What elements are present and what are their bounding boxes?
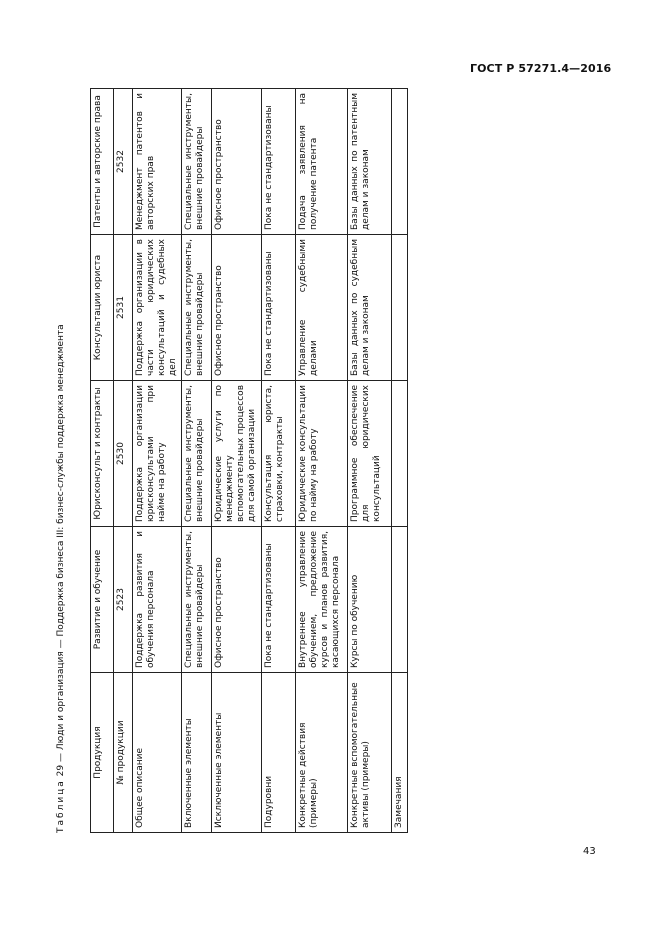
row-label: Конкретные действия (примеры) — [296, 673, 348, 833]
code-cell: 2532 — [114, 89, 133, 235]
table-cell: Пока не стандартизованы — [262, 235, 296, 381]
table-cell: Специальные инструменты, внешние провайдеры — [182, 235, 212, 381]
row-label: Исключенные элементы — [212, 673, 262, 833]
row-label: Конкретные вспомогательные активы (примеры) — [348, 673, 392, 833]
table-cell: Офисное пространство — [212, 89, 262, 235]
column-header: Развитие и обучение — [91, 527, 114, 673]
table-cell: Пока не стандартизованы — [262, 527, 296, 673]
table-row — [392, 89, 408, 833]
code-cell: № продукции — [114, 673, 133, 833]
table-cell — [392, 235, 408, 381]
table-cell: Поддержка организации в части юридических консультаций и судебных дел — [133, 235, 182, 381]
table-header-row — [91, 89, 114, 833]
table-row — [348, 89, 392, 833]
code-cell: 2531 — [114, 235, 133, 381]
table-cell: Юридические услуги по менеджменту вспомогательных процессов для самой организации — [212, 381, 262, 527]
table-cell — [392, 527, 408, 673]
table-cell: Офисное пространство — [212, 235, 262, 381]
column-header: Патенты и авторские права — [91, 89, 114, 235]
caption-prefix: Таблица — [56, 779, 66, 833]
table-cell: Специальные инструменты, внешние провайдеры — [182, 381, 212, 527]
column-header: Продукция — [91, 673, 114, 833]
table-row-codes — [114, 89, 133, 833]
table-caption — [56, 324, 66, 833]
row-label: Замечания — [392, 673, 408, 833]
table-cell: Внутреннее управление обучением, предложение курсов и планов развития, касающихся персонала — [296, 527, 348, 673]
table-row — [296, 89, 348, 833]
table-cell: Программное обеспечение для юридических консультаций — [348, 381, 392, 527]
rotated-table-block — [54, 79, 404, 839]
table-cell: Подача заявления на получение патента — [296, 89, 348, 235]
table-row — [262, 89, 296, 833]
table-cell — [392, 89, 408, 235]
table-cell: Специальные инструменты, внешние провайдеры — [182, 89, 212, 235]
code-cell: 2530 — [114, 381, 133, 527]
column-header: Консультации юриста — [91, 235, 114, 381]
table-row — [133, 89, 182, 833]
products-table — [90, 88, 408, 833]
table-row — [182, 89, 212, 833]
row-label: Подуровни — [262, 673, 296, 833]
table-cell: Менеджмент патентов и авторских прав — [133, 89, 182, 235]
column-header: Юрисконсульт и контракты — [91, 381, 114, 527]
table-cell: Специальные инструменты, внешние провайдеры — [182, 527, 212, 673]
table-cell: Курсы по обучению — [348, 527, 392, 673]
row-label: Включенные элементы — [182, 673, 212, 833]
table-cell — [392, 381, 408, 527]
table-cell: Офисное пространство — [212, 527, 262, 673]
caption-number: 29 — [56, 764, 66, 777]
table-cell: Управление судебными делами — [296, 235, 348, 381]
caption-text: — Люди и организация — Поддержка бизнеса III: бизнес-службы поддержка менеджмента — [56, 324, 66, 762]
row-label: Общее описание — [133, 673, 182, 833]
table-cell: Поддержка развития и обучения персонала — [133, 527, 182, 673]
table-cell: Поддержка организации юрисконсультами при найме на работу — [133, 381, 182, 527]
document-header: ГОСТ Р 57271.4—2016 — [470, 62, 612, 75]
table-cell: Пока не стандартизованы — [262, 89, 296, 235]
table-cell: Юридические консультации по найму на работу — [296, 381, 348, 527]
page-number: 43 — [583, 846, 596, 857]
table-cell: Консультация юриста, страховки, контракты — [262, 381, 296, 527]
table-row — [212, 89, 262, 833]
table-cell: Базы данных по судебным делам и законам — [348, 235, 392, 381]
code-cell: 2523 — [114, 527, 133, 673]
table-cell: Базы данных по патентным делам и законам — [348, 89, 392, 235]
